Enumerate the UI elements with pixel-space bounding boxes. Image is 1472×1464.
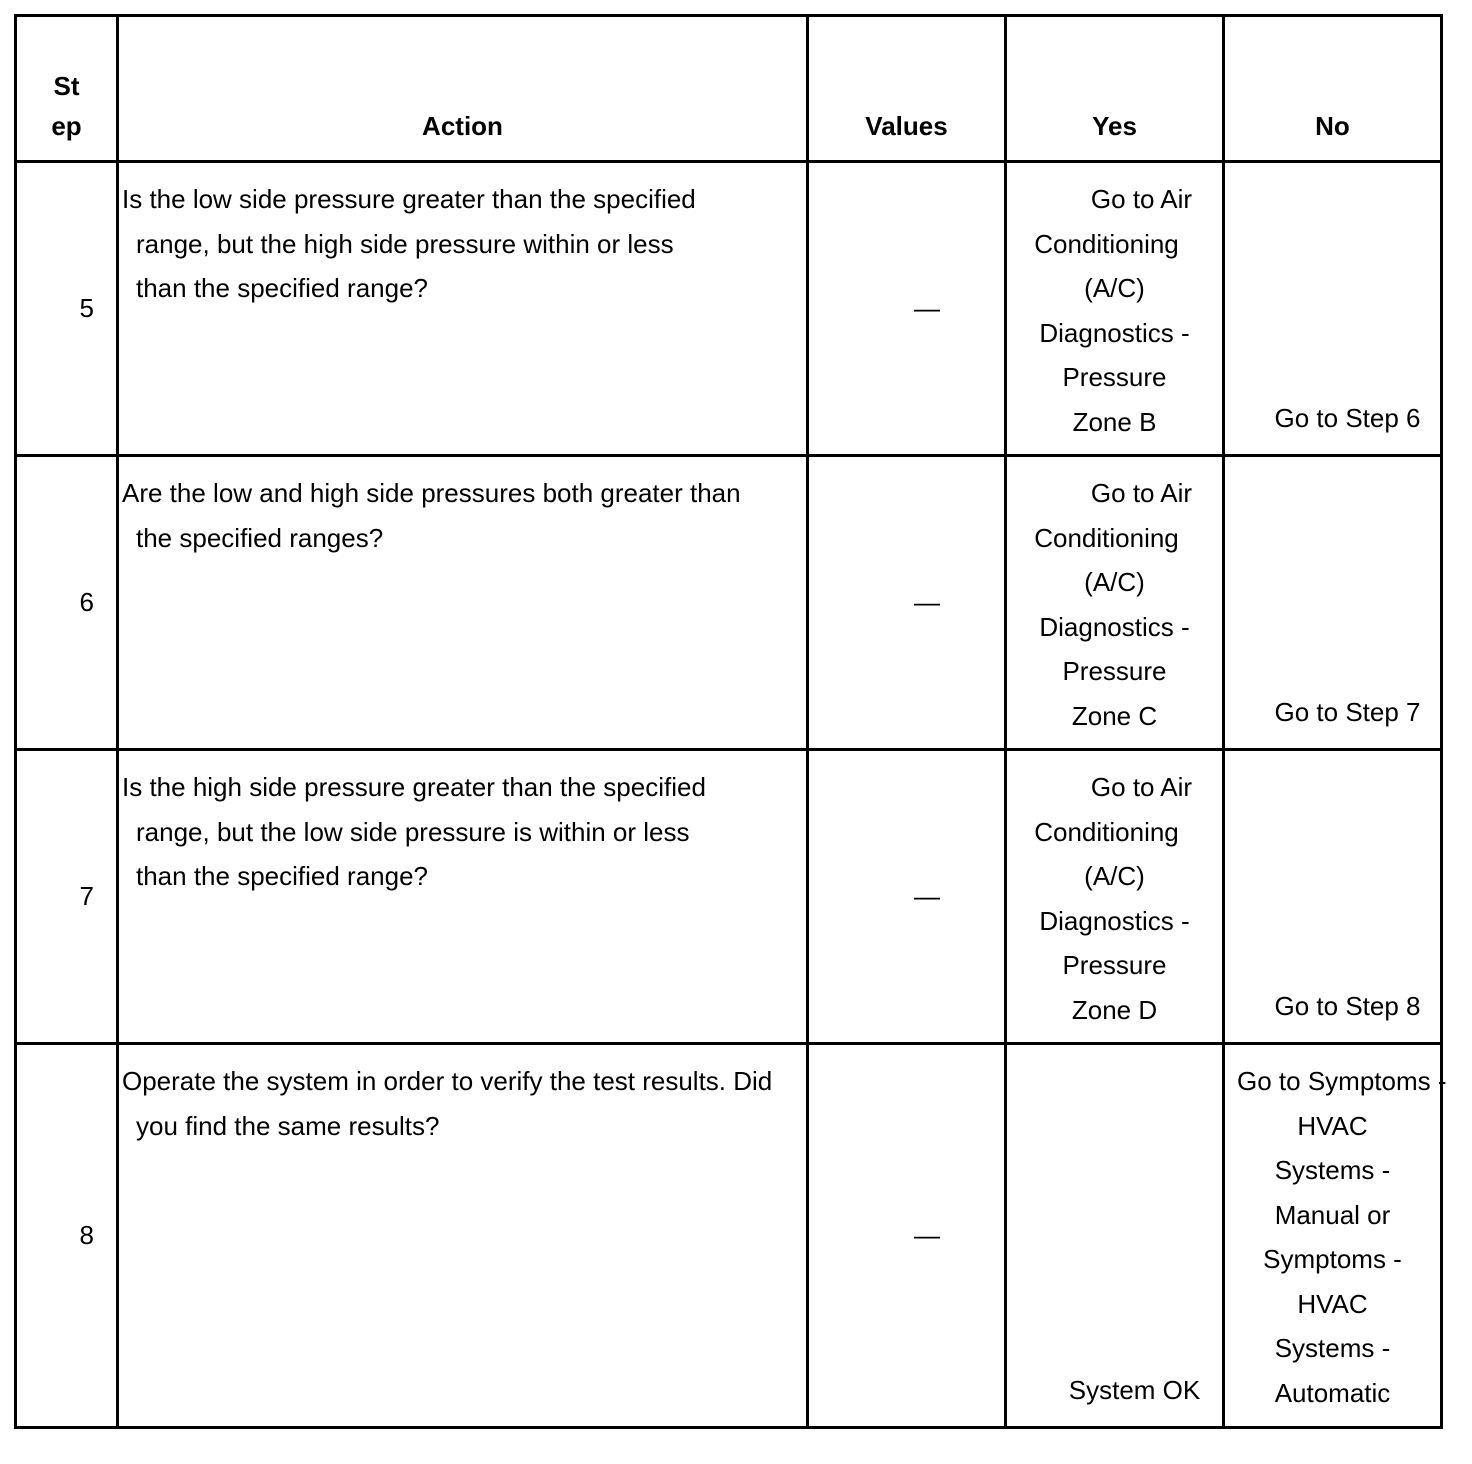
step-number: 8 [16, 1044, 118, 1428]
values-cell: — [808, 456, 1006, 750]
yes-line: Diagnostics - [1039, 611, 1190, 642]
no-line: HVAC [1297, 1288, 1368, 1319]
diagnostic-table [14, 14, 1447, 1429]
table-row [16, 1044, 1442, 1428]
yes-line: System OK [1068, 1374, 1201, 1405]
yes-line: Diagnostics - [1039, 317, 1190, 348]
table-row [16, 750, 1442, 1044]
action-cell [118, 456, 808, 750]
no-line: Manual or [1274, 1199, 1391, 1230]
action-line: range, but the high side pressure within or less [136, 228, 674, 259]
header-step-line-1: St [53, 71, 80, 101]
yes-line: Zone B [1072, 406, 1157, 437]
yes-line: Pressure [1062, 656, 1167, 686]
yes-line: Pressure [1062, 950, 1167, 980]
yes-line: Conditioning [1034, 522, 1179, 553]
no-line: Go to Step 8 [1274, 990, 1421, 1021]
header-values: Values [808, 16, 1006, 162]
values-cell: — [808, 750, 1006, 1044]
table-row [16, 162, 1442, 456]
values-cell: — [808, 1044, 1006, 1428]
step-number: 6 [16, 456, 118, 750]
yes-line: Conditioning [1034, 816, 1179, 847]
action-line: than the specified range? [136, 273, 428, 303]
action-line: you find the same results? [136, 1110, 440, 1141]
step-number: 5 [16, 162, 118, 456]
action-line: Operate the system in order to verify the test results. Did [122, 1066, 773, 1096]
table-row [16, 456, 1442, 750]
yes-line: (A/C) [1084, 861, 1145, 891]
no-cell [1224, 162, 1442, 456]
action-cell [118, 1044, 808, 1428]
yes-line: Zone D [1071, 994, 1158, 1025]
yes-cell [1006, 456, 1224, 750]
header-yes: Yes [1006, 16, 1224, 162]
yes-line: Pressure [1062, 362, 1167, 392]
yes-line: Zone C [1071, 700, 1158, 731]
action-line: range, but the low side pressure is within or less [136, 816, 690, 847]
action-line: Is the high side pressure greater than the specified [122, 772, 706, 802]
step-number: 7 [16, 750, 118, 1044]
no-cell [1224, 750, 1442, 1044]
yes-line: (A/C) [1084, 567, 1145, 597]
yes-line: Conditioning [1034, 228, 1179, 259]
yes-cell [1006, 1044, 1224, 1428]
yes-cell [1006, 750, 1224, 1044]
no-line: Automatic [1274, 1377, 1391, 1408]
no-line: Systems - [1274, 1333, 1391, 1363]
no-cell [1224, 1044, 1447, 1428]
action-line: Is the low side pressure greater than the specified [122, 184, 696, 214]
no-line: Systems - [1274, 1155, 1391, 1185]
values-cell: — [808, 162, 1006, 456]
action-cell [118, 162, 808, 456]
header-step [16, 16, 118, 162]
action-line: the specified ranges? [136, 522, 384, 553]
yes-line: (A/C) [1084, 273, 1145, 303]
no-line: HVAC [1297, 1110, 1368, 1141]
yes-line: Diagnostics - [1039, 905, 1190, 936]
yes-line: Go to Air [1090, 772, 1193, 802]
header-action: Action [118, 16, 808, 162]
header-no: No [1224, 16, 1442, 162]
no-line: Go to Step 6 [1274, 402, 1421, 433]
no-line: Go to Step 7 [1274, 696, 1421, 727]
no-line: Go to Symptoms - [1237, 1066, 1447, 1096]
yes-line: Go to Air [1090, 184, 1193, 214]
yes-cell [1006, 162, 1224, 456]
header-row [16, 16, 1442, 162]
action-line: than the specified range? [136, 861, 428, 891]
yes-line: Go to Air [1090, 478, 1193, 508]
no-line: Symptoms - [1263, 1244, 1402, 1274]
no-cell [1224, 456, 1442, 750]
header-step-line-2: ep [51, 111, 82, 141]
action-cell [118, 750, 808, 1044]
action-line: Are the low and high side pressures both greater than [122, 478, 741, 508]
